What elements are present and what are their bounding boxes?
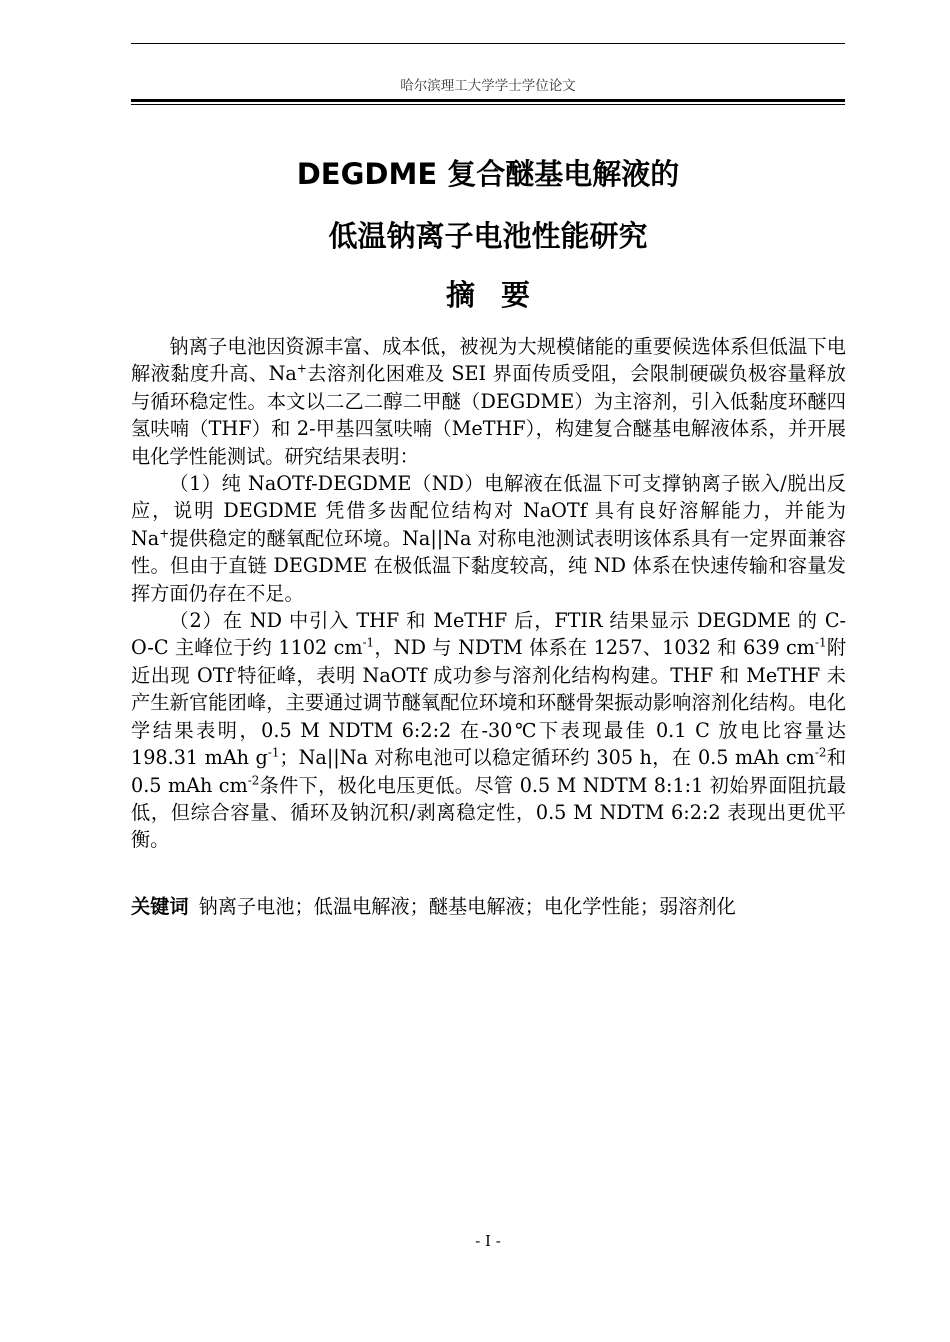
text-run: ；Na||Na 对称电池可以稳定循环约 305 h，在 0.5 mAh cm [279, 746, 815, 770]
abstract-paragraph-1 [131, 333, 846, 470]
superscript: -1 [814, 636, 827, 651]
superscript: -2 [247, 773, 260, 788]
keywords-text: 钠离子电池；低温电解液；醚基电解液；电化学性能；弱溶剂化 [198, 895, 736, 918]
text-run: 提供稳定的醚氧配位环境。Na||Na 对称电池测试表明该体系具有一定界面兼容性。但由于直链 DEGDME 在极低温下黏度较高，纯 ND 体系在快速传输和容量发挥方面仍存在不足。 [131, 526, 846, 605]
thesis-title-line-1: DEGDME 复合醚基电解液的 [296, 157, 680, 191]
text-run: （1）纯 NaOTf-DEGDME（ND）电解液在低温下可支撑钠离子嵌入/脱出反应，说明 DEGDME 凭借多齿配位结构对 NaOTf 具有良好溶解能力，并能为 Na [131, 472, 846, 550]
keywords-line [131, 893, 846, 920]
header-thin-rule [131, 104, 845, 105]
header-top-rule [131, 43, 845, 44]
page-number: - I - [475, 1232, 501, 1250]
abstract-paragraph-3 [131, 607, 846, 854]
text-run: 钠离子电池因资源丰富、成本低，被视为大规模储能的重要候选体系但低温下电解液黏度升高、Na [131, 335, 846, 386]
superscript: -2 [814, 745, 827, 760]
abstract-heading: 摘要 [445, 278, 556, 312]
running-header: 哈尔滨理工大学学士学位论文 [400, 78, 576, 94]
superscript: -1 [267, 745, 280, 760]
superscript: - [232, 663, 237, 678]
text-run: 特征峰，表明 NaOTf 成功参与溶剂化结构构建。THF 和 MeTHF 未产生新官能团峰，主要通过调节醚氧配位环境和环醚骨架振动影响溶剂化结构。电化学结果表明，0.5 M NDTM 6:2:2 在-30℃下表现最佳 0.1 C 放电比容量达 198.31 mAh g [131, 663, 846, 770]
text-run: （2）在 ND 中引入 THF 和 MeTHF 后，FTIR 结果显示 DEGDME 的 C-O-C 主峰位于约 1102 cm [131, 609, 846, 660]
abstract-paragraph-2 [131, 470, 846, 607]
thesis-title-line-2: 低温钠离子电池性能研究 [328, 219, 648, 253]
keywords-label: 关键词 [131, 895, 189, 918]
abstract-body [131, 333, 846, 854]
text-run: 和 0.5 mAh cm [131, 746, 847, 797]
text-run: 去溶剂化困难及 SEI 界面传质受阻，会限制硬碳负极容量释放与循环稳定性。本文以二乙二醇二甲醚（DEGDME）为主溶剂，引入低黏度环醚四氢呋喃（THF）和 2-甲基四氢呋喃（MeTHF），构建复合醚基电解液体系，并开展电化学性能测试。研究结果表明： [131, 362, 846, 468]
superscript: + [296, 362, 307, 377]
header-thick-rule [131, 99, 845, 102]
text-run: 条件下，极化电压更低。尽管 0.5 M NDTM 8:1:1 初始界面阻抗最低，但综合容量、循环及钠沉积/剥离稳定性，0.5 M NDTM 6:2:2 表现出更优平衡。 [131, 773, 847, 852]
text-run: ，ND 与 NDTM 体系在 1257、1032 和 639 cm [374, 636, 815, 660]
text-run: 附近出现 OTf [131, 636, 847, 687]
superscript: + [159, 526, 170, 541]
superscript: -1 [362, 636, 375, 651]
